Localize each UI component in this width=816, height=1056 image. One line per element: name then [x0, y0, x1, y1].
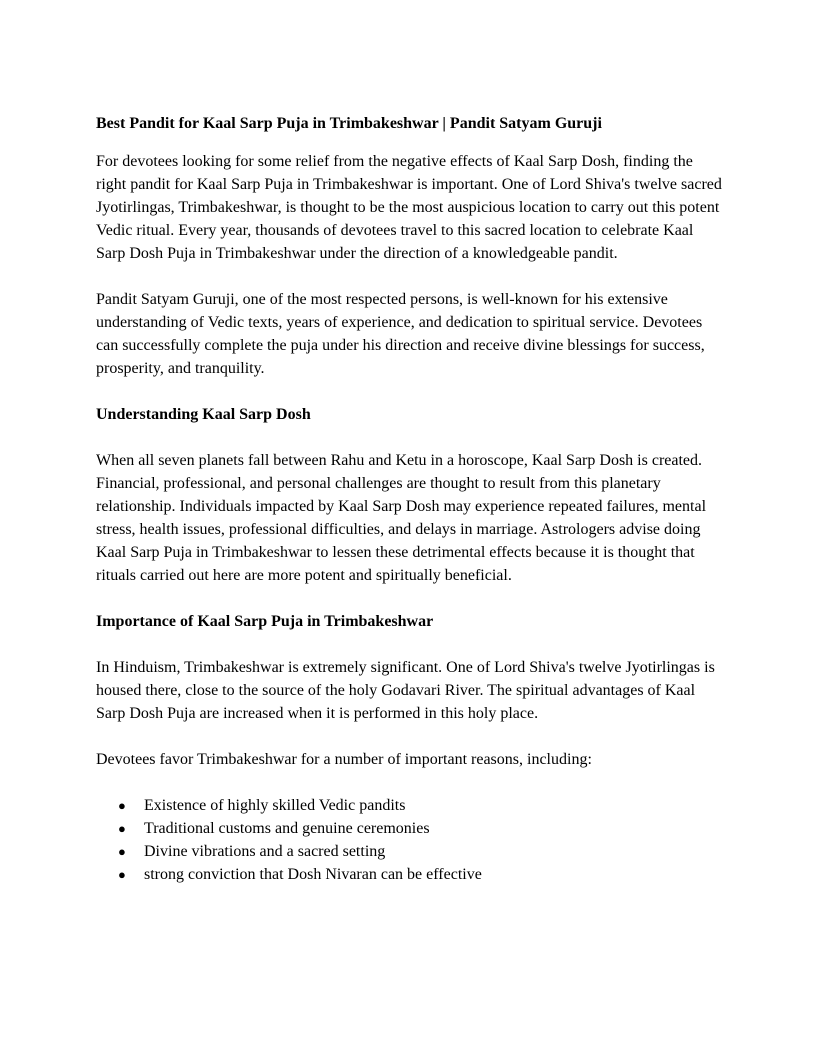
list-item-text: Existence of highly skilled Vedic pandits [144, 797, 406, 814]
bullet-icon: ● [118, 844, 126, 859]
list-item-text: Traditional customs and genuine ceremonies [144, 820, 430, 837]
intro-paragraph-1: For devotees looking for some relief from the negative effects of Kaal Sarp Dosh, finding the right pandit for Kaal Sarp Puja in Trimbakeshwar is important. One of Lord Shiva's twelve sacred Jyotirlingas, Trimbakeshwar, is thought to be the most auspicious location to carry out this potent Vedic ritual. Every year, thousands of devotees travel to this sacred location to celebrate Kaal Sarp Dosh Puja in Trimbakeshwar under the direction of a knowledgeable pandit. [96, 153, 722, 262]
bullet-icon: ● [118, 821, 126, 836]
list-item [118, 817, 722, 840]
document-title: Best Pandit for Kaal Sarp Puja in Trimbakeshwar | Pandit Satyam Guruji [96, 115, 602, 132]
reasons-list [96, 794, 722, 886]
list-item [118, 840, 722, 863]
list-item [118, 863, 722, 886]
list-item-text: strong conviction that Dosh Nivaran can be effective [144, 866, 482, 883]
bullet-icon: ● [118, 867, 126, 882]
understanding-paragraph: When all seven planets fall between Rahu and Ketu in a horoscope, Kaal Sarp Dosh is created. Financial, professional, and personal challenges are thought to result from this planetary relationship. Individuals impacted by Kaal Sarp Dosh may experience repeated failures, mental stress, health issues, professional difficulties, and delays in marriage. Astrologers advise doing Kaal Sarp Puja in Trimbakeshwar to lessen these detrimental effects because it is thought that rituals carried out here are more potent and spiritually beneficial. [96, 452, 707, 584]
intro-paragraph-2: Pandit Satyam Guruji, one of the most respected persons, is well-known for his extensive understanding of Vedic texts, years of experience, and dedication to spiritual service. Devotees can successfully complete the puja under his direction and receive divine blessings for success, prosperity, and tranquility. [96, 291, 705, 377]
list-item-text: Divine vibrations and a sacred setting [144, 843, 386, 860]
importance-paragraph-1: In Hinduism, Trimbakeshwar is extremely significant. One of Lord Shiva's twelve Jyotirlingas is housed there, close to the source of the holy Godavari River. The spiritual advantages of Kaal Sarp Dosh Puja are increased when it is performed in this holy place. [96, 659, 715, 722]
section-heading-importance: Importance of Kaal Sarp Puja in Trimbakeshwar [96, 613, 434, 630]
list-item [118, 794, 722, 817]
section-heading-understanding: Understanding Kaal Sarp Dosh [96, 406, 311, 423]
importance-paragraph-2: Devotees favor Trimbakeshwar for a number of important reasons, including: [96, 751, 592, 768]
bullet-icon: ● [118, 798, 126, 813]
document-page [96, 112, 722, 886]
